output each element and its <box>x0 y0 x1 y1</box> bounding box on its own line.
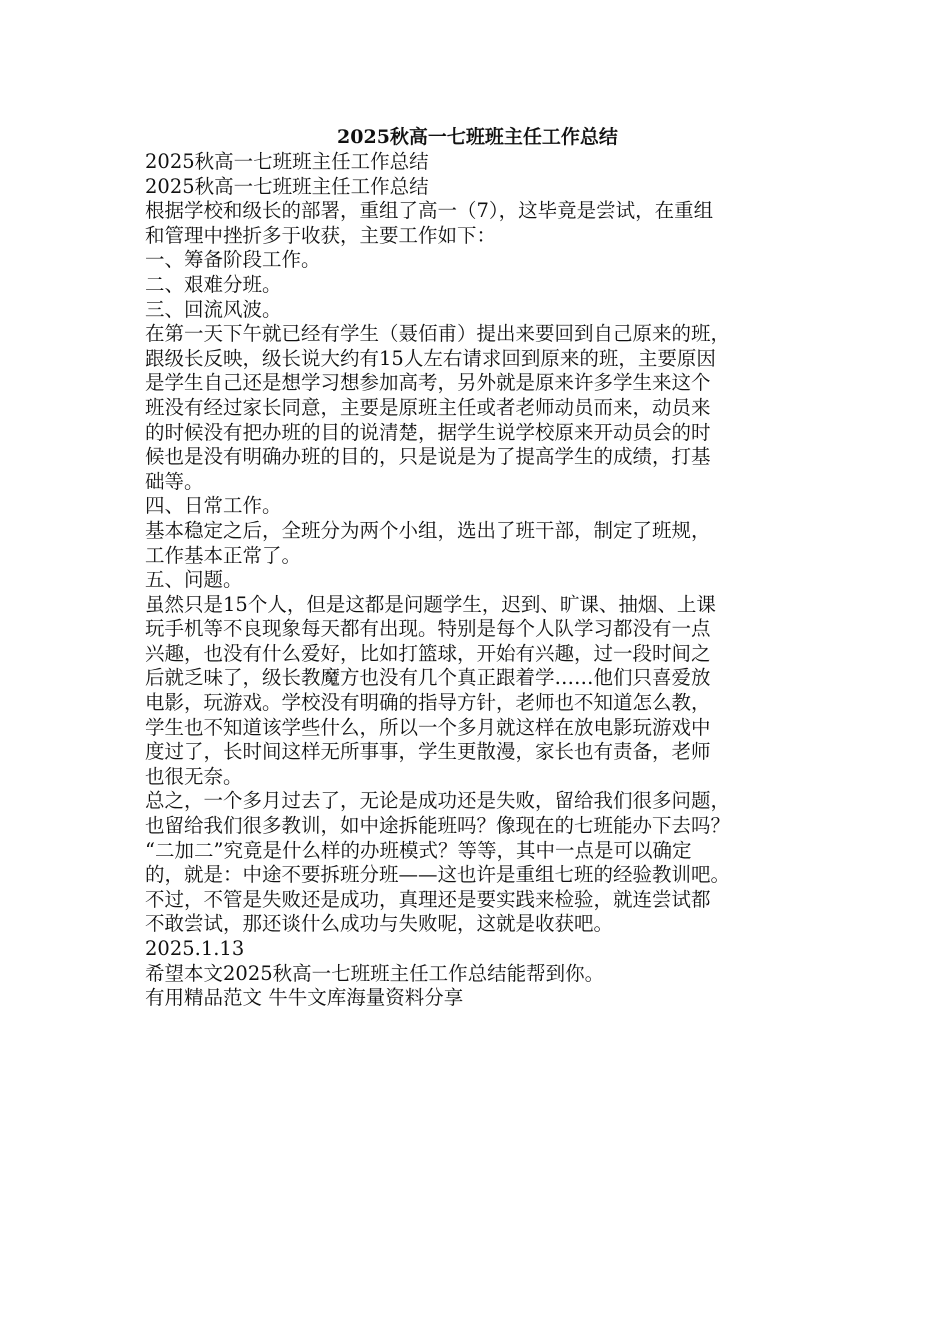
text-line: 和管理中挫折多于收获，主要工作如下： <box>145 223 497 247</box>
text-line: 四、日常工作。 <box>145 494 282 518</box>
text-line: 工作基本正常了。 <box>145 543 302 567</box>
text-line: 后就乏味了，级长教魔方也没有几个真正跟着学……他们只喜爱放 <box>145 666 711 690</box>
text-line: 学生也不知道该学些什么，所以一个多月就这样在放电影玩游戏中 <box>145 715 711 739</box>
text-line: 不敢尝试，那还谈什么成功与失败呢，这就是收获吧。 <box>145 912 614 936</box>
text-line: 度过了，长时间这样无所事事，学生更散漫，家长也有责备，老师 <box>145 740 711 764</box>
text-line: 班没有经过家长同意，主要是原班主任或者老师动员而来，动员来 <box>145 395 711 419</box>
text-line: 础等。 <box>145 469 204 493</box>
text-line: 2025.1.13 <box>145 937 245 960</box>
text-line: 也很无奈。 <box>145 764 243 788</box>
text-line: 根据学校和级长的部署，重组了高一（7），这毕竟是尝试，在重组 <box>145 199 714 223</box>
text-line: 五、问题。 <box>145 568 243 592</box>
text-line: 玩手机等不良现象每天都有出现。特别是每个人队学习都没有一点 <box>145 617 711 641</box>
text-line: 2025秋高一七班班主任工作总结 <box>145 150 429 173</box>
text-line: 基本稳定之后，全班分为两个小组，选出了班干部，制定了班规， <box>145 518 711 542</box>
text-line: 有用精品范文 牛牛文库海量资料分享 <box>145 986 464 1010</box>
text-line: 电影，玩游戏。学校没有明确的指导方针，老师也不知道怎么教， <box>145 691 711 715</box>
document-text <box>145 150 810 1011</box>
text-line: 不过，不管是失败还是成功，真理还是要实践来检验，就连尝试都 <box>145 887 711 911</box>
text-line: 希望本文2025秋高一七班班主任工作总结能帮到你。 <box>145 961 605 985</box>
text-line: 虽然只是15个人，但是这都是问题学生，迟到、旷课、抽烟、上课 <box>145 592 716 616</box>
text-line: 候也是没有明确办班的目的，只是说是为了提高学生的成绩，打基 <box>145 445 711 469</box>
text-line: “二加二”究竟是什么样的办班模式？等等，其中一点是可以确定 <box>145 838 692 862</box>
text-line: 也留给我们很多教训，如中途拆能班吗？像现在的七班能办下去吗？ <box>145 814 731 838</box>
text-line: 二、艰难分班。 <box>145 272 282 296</box>
text-line: 三、回流风波。 <box>145 297 282 321</box>
text-line: 的，就是：中途不要拆班分班——这也许是重组七班的经验教训吧。 <box>145 863 731 887</box>
document-body <box>145 124 810 1011</box>
text-line: 总之，一个多月过去了，无论是成功还是失败，留给我们很多问题， <box>145 789 731 813</box>
text-line: 2025秋高一七班班主任工作总结 <box>145 174 429 198</box>
text-line: 跟级长反映，级长说大约有15人左右请求回到原来的班，主要原因 <box>145 346 716 370</box>
document-title: 2025秋高一七班班主任工作总结 <box>337 126 618 148</box>
text-line: 兴趣，也没有什么爱好，比如打篮球，开始有兴趣，过一段时间之 <box>145 641 711 665</box>
text-line: 的时候没有把办班的目的说清楚，据学生说学校原来开动员会的时 <box>145 420 711 444</box>
text-line: 一、筹备阶段工作。 <box>145 248 321 272</box>
text-line: 是学生自己还是想学习想参加高考，另外就是原来许多学生来这个 <box>145 371 711 395</box>
text-line: 在第一天下午就已经有学生（聂佰甫）提出来要回到自己原来的班， <box>145 322 731 346</box>
